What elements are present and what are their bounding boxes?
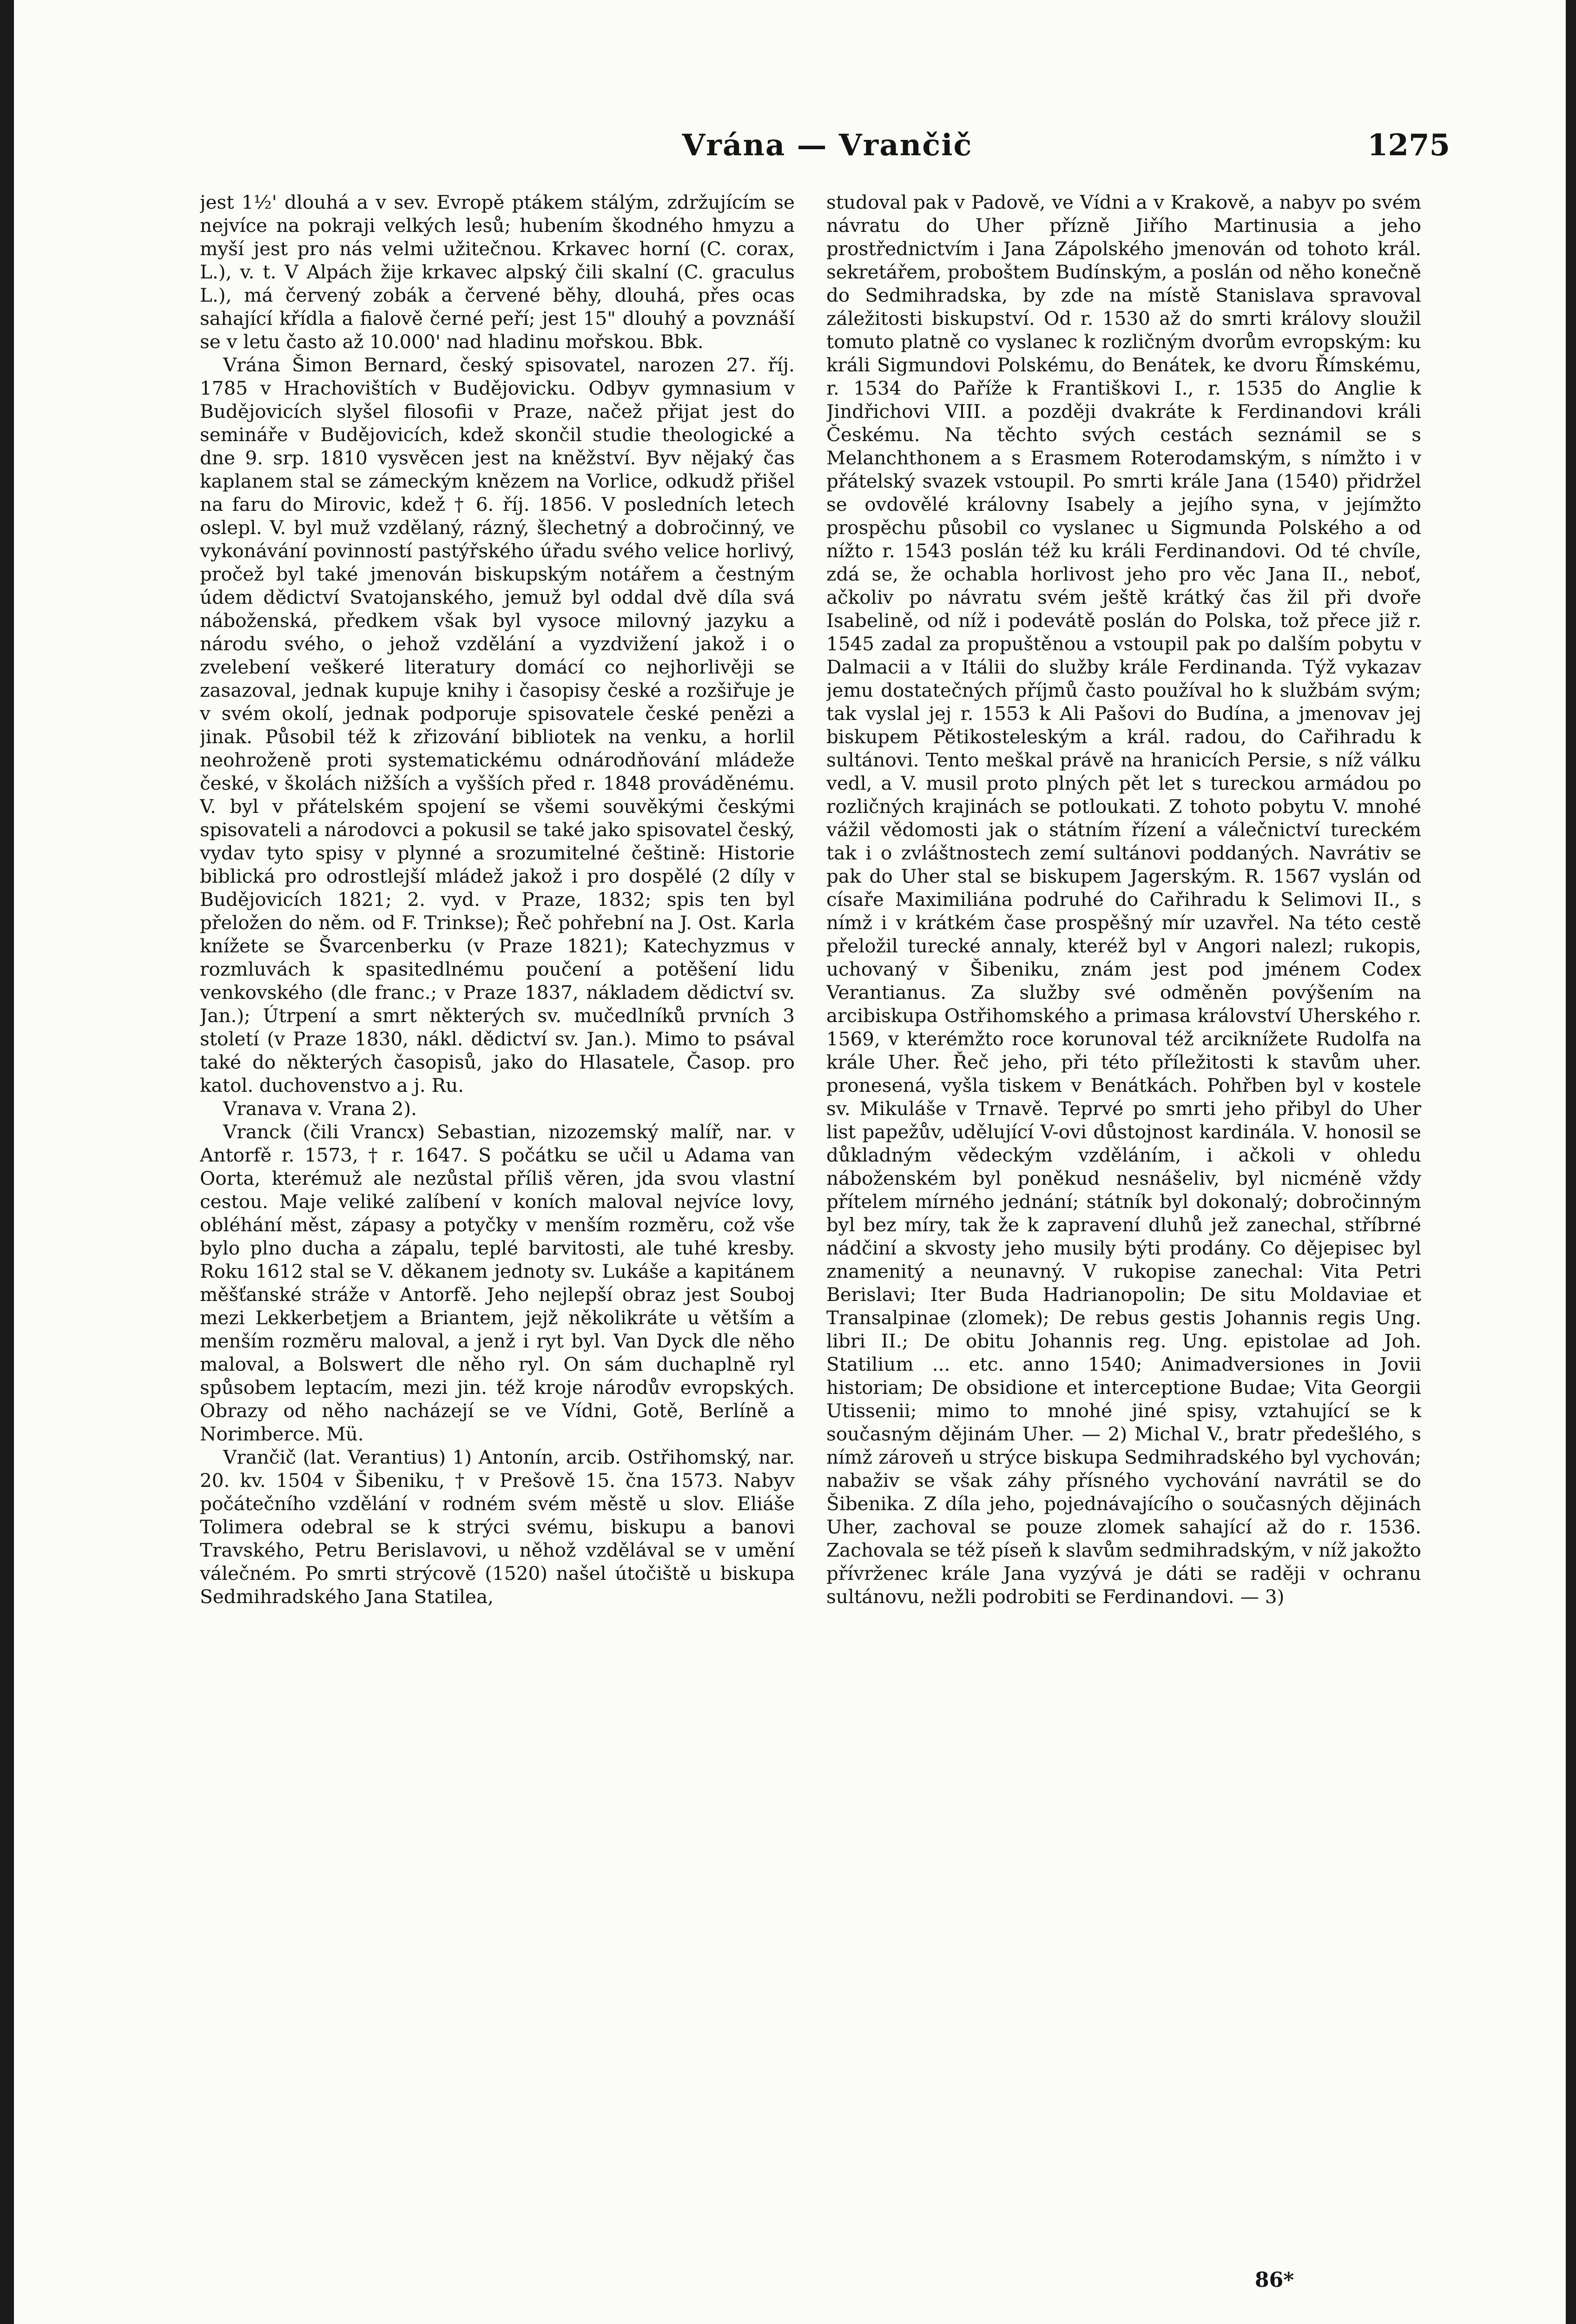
entry-vrancic-continuation: studoval pak v Padově, ve Vídni a v Krakově, a nabyv po svém návratu do Uher přízně Jiřího Martinusia a jeho prostřednictvím i Jana Zápolského jmenován od tohoto král. sekretářem, proboštem Budínským, a poslán od něho konečně do Sedmihradska, by zde na místě Stanislava spravoval záležitosti biskupství. Od r. 1530 až do smrti královy sloužil tomuto platně co vyslanec k rozličným dvorům evropským: ku králi Sigmundovi Polskému, do Benátek, ke dvoru Římskému, r. 1534 do Paříže k Františkovi I., r. 1535 do Anglie k Jindřichovi VIII. a později dvakráte k Ferdinandovi králi Českému. Na těchto svých cestách seznámil se s Melanchthonem a s Erasmem Roterodamským, s nímžto i v přátelský svazek vstoupil. Po smrti krále Jana (1540) přidržel se ovdovělé královny Isabely a jejího syna, v jejímžto prospěchu působil co vyslanec u Sigmunda Polského a od nížto r. 1543 poslán též ku králi Ferdinandovi. Od té chvíle, zdá se, že ochabla horlivost jeho pro věc Jana II., neboť, ačkoliv po návratu svém ještě krátký čas žil při dvoře Isabelině, od níž i podevátě poslán do Polska, tož přece již r. 1545 zadal za propuštěnou a vstoupil pak po dalším pobytu v Dalmacii a v Itálii do služby krále Ferdinanda. Týž vykazav jemu dostatečných příjmů často používal ho k službám svým; tak vyslal jej r. 1553 k Ali Pašovi do Budína, a jmenovav jej biskupem Pětikosteleským a král. radou, do Cařihradu k sultánovi. Tento meškal právě na hranicích Persie, s níž válku vedl, a V. musil proto plných pět let s tureckou armádou po rozličných krajinách se potloukati. Z tohoto pobytu V. mnohé vážil vědomosti jak o státním řízení a válečnictví tureckém tak i o zvláštnostech zemí sultánovi poddaných. Navrátiv se pak do Uher stal se biskupem Jagerským. R. 1567 vyslán od císaře Maximiliána podruhé do Cařihradu k Selimovi II., s nímž i v krátkém čase prospěšný mír uzavřel. Na této cestě přeložil turecké annaly, kteréž byl v Angori nalezl; rukopis, uchovaný v Šibeniku, znám jest pod jménem Codex Verantianus. Za služby své odměněn povýšením na arcibiskupa Ostřihomského a primasa království Uherského r. 1569, v kterémžto roce korunoval též arciknížete Rudolfa na krále Uher. Řeč jeho, při této příležitosti k stavům uher. pronesená, vyšla tiskem v Benátkách. Pohřben byl v kostele sv. Mikuláše v Trnavě. Teprvé po smrti jeho přibyl do Uher list papežův, udělující V-ovi důstojnost kardinála. V. honosil se důkladným vědeckým vzděláním, i ačkoli v ohledu náboženském byl poněkud nesnášeliv, byl nicméně vždy přítelem mírného jednání; státník byl dokonalý; dobročinným byl bez míry, tak že k zapravení dluhů jež zanechal, stříbrné nádčiní a skvosty jeho musily býti prodány. Co dějepisec byl znamenitý a neunavný. V rukopise zanechal: Vita Petri Berislavi; Iter Buda Hadrianopolin; De situ Moldaviae et Transalpinae (zlomek); De rebus gestis Johannis regis Ung. libri II.; De obitu Johannis reg. Ung. epistolae ad Joh. Statilium ... etc. anno 1540; Animadversiones in Jovii historiam; De obsidione et interceptione Budae; Vita Georgii Utissenii; mimo to mnohé jiné spisy, vztahující se k současným dějinám Uher. — 2) Michal V., bratr předešlého, s nímž zároveň u strýce biskupa Sedmihradského byl vychován; nabaživ se však záhy přísného vychování navrátil se do Šibenika. Z díla jeho, pojednávajícího o současných dějinách Uher, zachoval se pouze zlomek sahající až do r. 1536. Zachovala se též píseň k slavům sedmihradským, v níž jakožto přívrženec krále Jana vyzývá je dáti se raději v ochranu sultánovu, nežli podrobiti se Ferdinandovi. — 3) bbox=[826, 191, 1421, 1608]
running-title: Vrána — Vrančič bbox=[682, 128, 973, 163]
page-number: 1275 bbox=[1367, 128, 1450, 163]
right-column bbox=[826, 191, 1421, 2259]
entry-vrancic: Vrančič (lat. Verantius) 1) Antonín, arcib. Ostřihomský, nar. 20. kv. 1504 v Šibeniku, † v Prešově 15. čna 1573. Nabyv počátečního vzdělání v rodném svém městě u slov. Eliáše Tolimera odebral se k strýci svému, biskupu a banovi Travského, Petru Berislavovi, u něhož vzdělával se v umění válečném. Po smrti strýcově (1520) našel útočiště u biskupa Sedmihradského Jana Statilea, bbox=[200, 1446, 795, 1608]
entry-continuation: jest 1½' dlouhá a v sev. Evropě ptákem stálým, zdržujícím se nejvíce na pokraji velkých lesů; hubením škodného hmyzu a myší jest pro nás velmi užitečnou. Krkavec horní (C. corax, L.), v. t. V Alpách žije krkavec alpský čili skalní (C. graculus L.), má červený zobák a červené běhy, dlouhá, přes ocas sahající křídla a fialově černé peří; jest 15" dlouhý a povznáší se v letu často až 10.000' nad hladinu mořskou. Bbk. bbox=[200, 191, 795, 353]
entry-vranava: Vranava v. Vrana 2). bbox=[223, 1097, 417, 1120]
page-header bbox=[204, 128, 1450, 170]
signature-mark: 86* bbox=[1255, 2268, 1294, 2292]
scan-border-right bbox=[1566, 0, 1576, 2324]
entry-vranck: Vranck (čili Vrancx) Sebastian, nizozemský malíř, nar. v Antorfě r. 1573, † r. 1647. S počátku se učil u Adama van Oorta, kterémuž ale nezůstal příliš věren, jda svou vlastní cestou. Maje veliké zalíbení v koních maloval nejvíce lovy, obléhání měst, zápasy a potyčky v menším rozměru, což vše bylo plno ducha a zápalu, teplé barvitosti, ale tuhé kresby. Roku 1612 stal se V. děkanem jednoty sv. Lukáše a kapitánem měšťanské stráže v Antorfě. Jeho nejlepší obraz jest Souboj mezi Lekkerbetjem a Briantem, jejž několikráte u větším a menším rozměru maloval, a jenž i ryt byl. Van Dyck dle něho maloval, a Bolswert dle něho ryl. On sám duchaplně ryl spůsobem leptacím, mezi jin. též kroje národův evropských. Obrazy od něho nacházejí se ve Vídni, Gotě, Berlíně a Norimberce. Mü. bbox=[200, 1121, 795, 1445]
left-column bbox=[200, 191, 795, 2259]
scan-border-left bbox=[0, 0, 14, 2324]
entry-vrana-simon: Vrána Šimon Bernard, český spisovatel, narozen 27. říj. 1785 v Hrachovištích v Budějovicku. Odbyv gymnasium v Budějovicích slyšel filosofii v Praze, načež přijat jest do semináře v Budějovicích, kdež skončil studie theologické a dne 9. srp. 1810 vysvěcen jest na kněžství. Byv nějaký čas kaplanem stal se zámeckým knězem na Vorlice, odkudž přišel na faru do Mirovic, kdež † 6. říj. 1856. V posledních letech oslepl. V. byl muž vzdělaný, rázný, šlechetný a dobročinný, ve vykonávání povinností pastýřského úřadu svého velice horlivý, pročež byl také jmenován biskupským notářem a čestným údem dědictví Svatojanského, jemuž byl oddal dvě díla svá náboženská, předkem však byl vysoce milovný jazyku a národu svého, o jehož vzdělání a vyzdvižení jakož i o zvelebení veškeré literatury domácí co nejhorlivěji se zasazoval, jednak kupuje knihy i časopisy české a rozšiřuje je v svém okolí, jednak podporuje spisovatele české penězi a jinak. Působil též k zřizování bibliotek na venku, a horlil neohroženě proti systematickému odnárodňování mládeže české, v školách nižších a vyšších před r. 1848 prováděnému. V. byl v přátelském spojení se všemi souvěkými českými spisovateli a národovci a pokusil se také jako spisovatel český, vydav tyto spisy v plynné a srozumitelné češtině: Historie biblická pro odrostlejší mládež jakož i pro dospělé (2 díly v Budějovicích 1821; 2. vyd. v Praze, 1832; spis ten byl přeložen do něm. od F. Trinkse); Řeč pohřební na J. Ost. Karla knížete se Švarcenberku (v Praze 1821); Katechyzmus v rozmluvách k spasitedlnému poučení a potěšení lidu venkovského (dle franc.; v Praze 1837, nákladem dědictví sv. Jan.); Útrpení a smrt některých sv. mučedlníků prvních 3 století (v Praze 1830, nákl. dědictví sv. Jan.). Mimo to psával také do některých časopisů, jako do Hlasatele, Časop. pro katol. duchovenstvo a j. Ru. bbox=[200, 354, 795, 1096]
